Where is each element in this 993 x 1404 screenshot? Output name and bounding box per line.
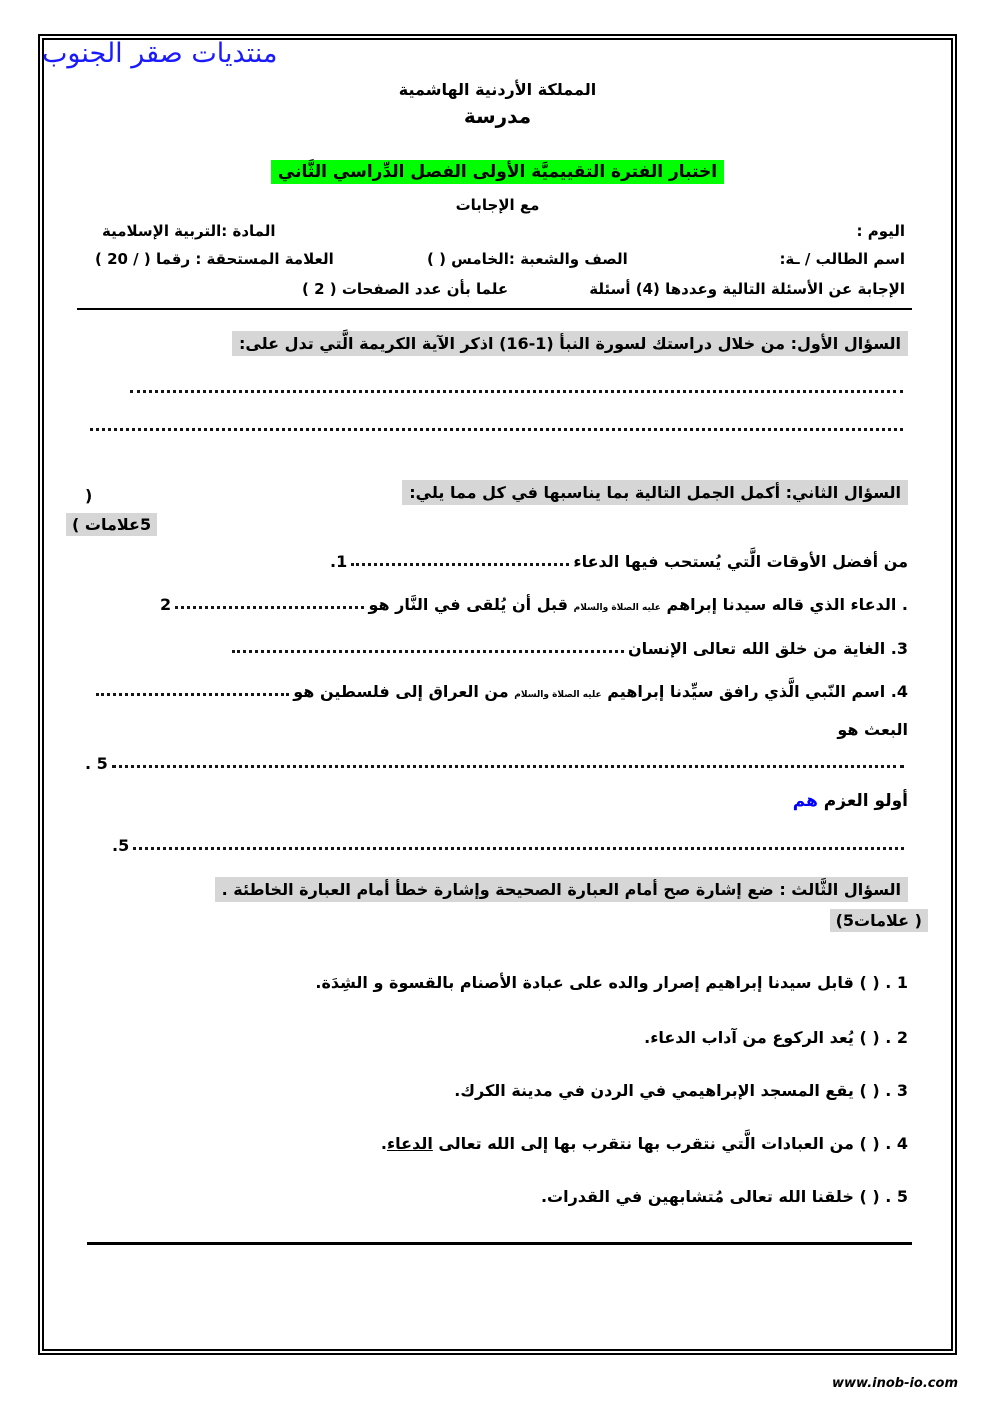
fill-blank — [175, 606, 364, 609]
subject-label: المادة :التربية الإسلامية — [102, 222, 276, 240]
q2-item-2-number: 2 — [160, 595, 172, 614]
q2-item-4 — [92, 682, 908, 701]
pages-label: علما بأن عدد الصفحات — [341, 280, 509, 298]
q2-item-6-highlight: هم — [792, 791, 818, 811]
question-3-header: السؤال الثَّالث : ضع إشارة صح أمام العبارة الصحيحة وإشارة خطأ أمام العبارة الخاطئة . — [215, 877, 908, 902]
exam-title-wrapper — [40, 160, 955, 184]
q3-item-2: 2 . ( ) يُعد الركوع من آداب الدعاء. — [644, 1028, 908, 1047]
q2-item-5-blank — [85, 754, 908, 773]
forum-watermark: منتديات صقر الجنوب — [42, 38, 278, 69]
q2-item-3-text: 3. الغاية من خلق الله تعالى الإنسان — [628, 639, 908, 658]
q3-item-4-underlined: الدعاء — [386, 1134, 433, 1153]
q2-item-1-number: 1. — [330, 552, 348, 571]
q2-item-3 — [228, 639, 908, 658]
q2-item-6-lead — [793, 791, 908, 811]
bottom-divider — [87, 1242, 912, 1245]
answer-blank-line — [90, 416, 903, 431]
q2-item-2-pre: . الدعاء الذي قاله سيدنا إبراهم — [666, 595, 908, 614]
mark-value: ( 20 / ) — [95, 250, 151, 268]
question-2-header: السؤال الثاني: أكمل الجمل التالية بما يناسبها في كل مما يلي: — [402, 480, 908, 505]
pbuh-small-text: عليه الصلاة والسلام — [573, 603, 661, 613]
q2-item-5-lead: البعث هو — [837, 720, 908, 739]
q3-item-4 — [381, 1134, 908, 1153]
q3-item-4-pre: 4 . ( ) من العبادات الَّتي نتقرب بها نتقرب بها إلى الله تعالى — [432, 1134, 908, 1153]
q2-item-1 — [330, 552, 908, 571]
pbuh-small-text: عليه الصلاة والسلام — [514, 690, 602, 700]
mark-field — [95, 250, 334, 268]
q2-item-4-post: من العراق إلى فلسطين هو — [293, 682, 509, 701]
q2-item-4-text — [293, 682, 908, 701]
pages-field — [302, 280, 508, 298]
mark-label: العلامة المستحقة : رقما — [155, 250, 334, 268]
q3-item-3: 3 . ( ) يقع المسجد الإبراهيمي في الردن في مدينة الكرك. — [454, 1081, 908, 1100]
question-1-header: السؤال الأول: من خلال دراستك لسورة النبأ (1-16) اذكر الآية الكريمة الَّتي تدل على: — [232, 331, 908, 356]
website-footer: www.inob-io.com — [832, 1376, 958, 1391]
school-title: مدرسة — [463, 104, 532, 128]
question-3-marks: (5علامات ) — [830, 909, 928, 932]
day-label: اليوم : — [856, 222, 905, 240]
pages-value: ( 2 ) — [302, 280, 337, 298]
fill-blank — [112, 765, 904, 768]
page-border — [38, 34, 957, 1355]
exam-title-highlighted: اختبار الفترة التقييميَّة الأولى الفصل الدِّراسي الثَّاني — [271, 160, 724, 184]
q3-item-1: 1 . ( ) قابل سيدنا إبراهيم إصرار والده على عبادة الأصنام بالقسوة و الشِدَة. — [315, 973, 908, 992]
q2-item-6-blank — [112, 836, 908, 855]
question-2-marks: 5علامات ) — [66, 513, 157, 536]
q3-item-5: 5 . ( ) خلقنا الله تعالى مُتشابهين في القدرات. — [540, 1187, 908, 1206]
q2-item-5-number: . 5 — [85, 754, 108, 773]
q2-item-1-text: من أفضل الأوقات الَّتي يُستحب فيها الدعاء — [573, 552, 908, 571]
q2-item-4-pre: 4. اسم النّبي الَّذي رافق سيِّدنا إبراهيم — [607, 682, 908, 701]
answer-blank-line — [130, 378, 903, 393]
class-section-label: الصف والشعبة :الخامس ( ) — [427, 250, 628, 268]
question-2-open-paren: ( — [85, 486, 93, 505]
q2-item-6-text: أولو العزم — [817, 791, 908, 811]
q2-item-2-post: قبل أن يُلقى في النَّار هو — [368, 595, 569, 614]
answer-note: الإجابة عن الأسئلة التالية وعددها (4) أسئلة — [589, 280, 905, 298]
q2-item-6-number: .5 — [112, 836, 130, 855]
q3-item-4-post: . — [380, 1134, 387, 1153]
kingdom-title: المملكة الأردنية الهاشمية — [398, 80, 597, 99]
fill-blank — [133, 847, 904, 850]
fill-blank — [351, 563, 569, 566]
q2-item-2-text — [368, 595, 908, 614]
fill-blank — [232, 650, 624, 653]
q2-item-2 — [160, 595, 908, 614]
student-name-label: اسم الطالب / ـة: — [779, 250, 905, 268]
header-divider — [77, 308, 912, 310]
with-answers-label: مع الإجابات — [455, 196, 540, 214]
fill-blank — [96, 693, 289, 696]
